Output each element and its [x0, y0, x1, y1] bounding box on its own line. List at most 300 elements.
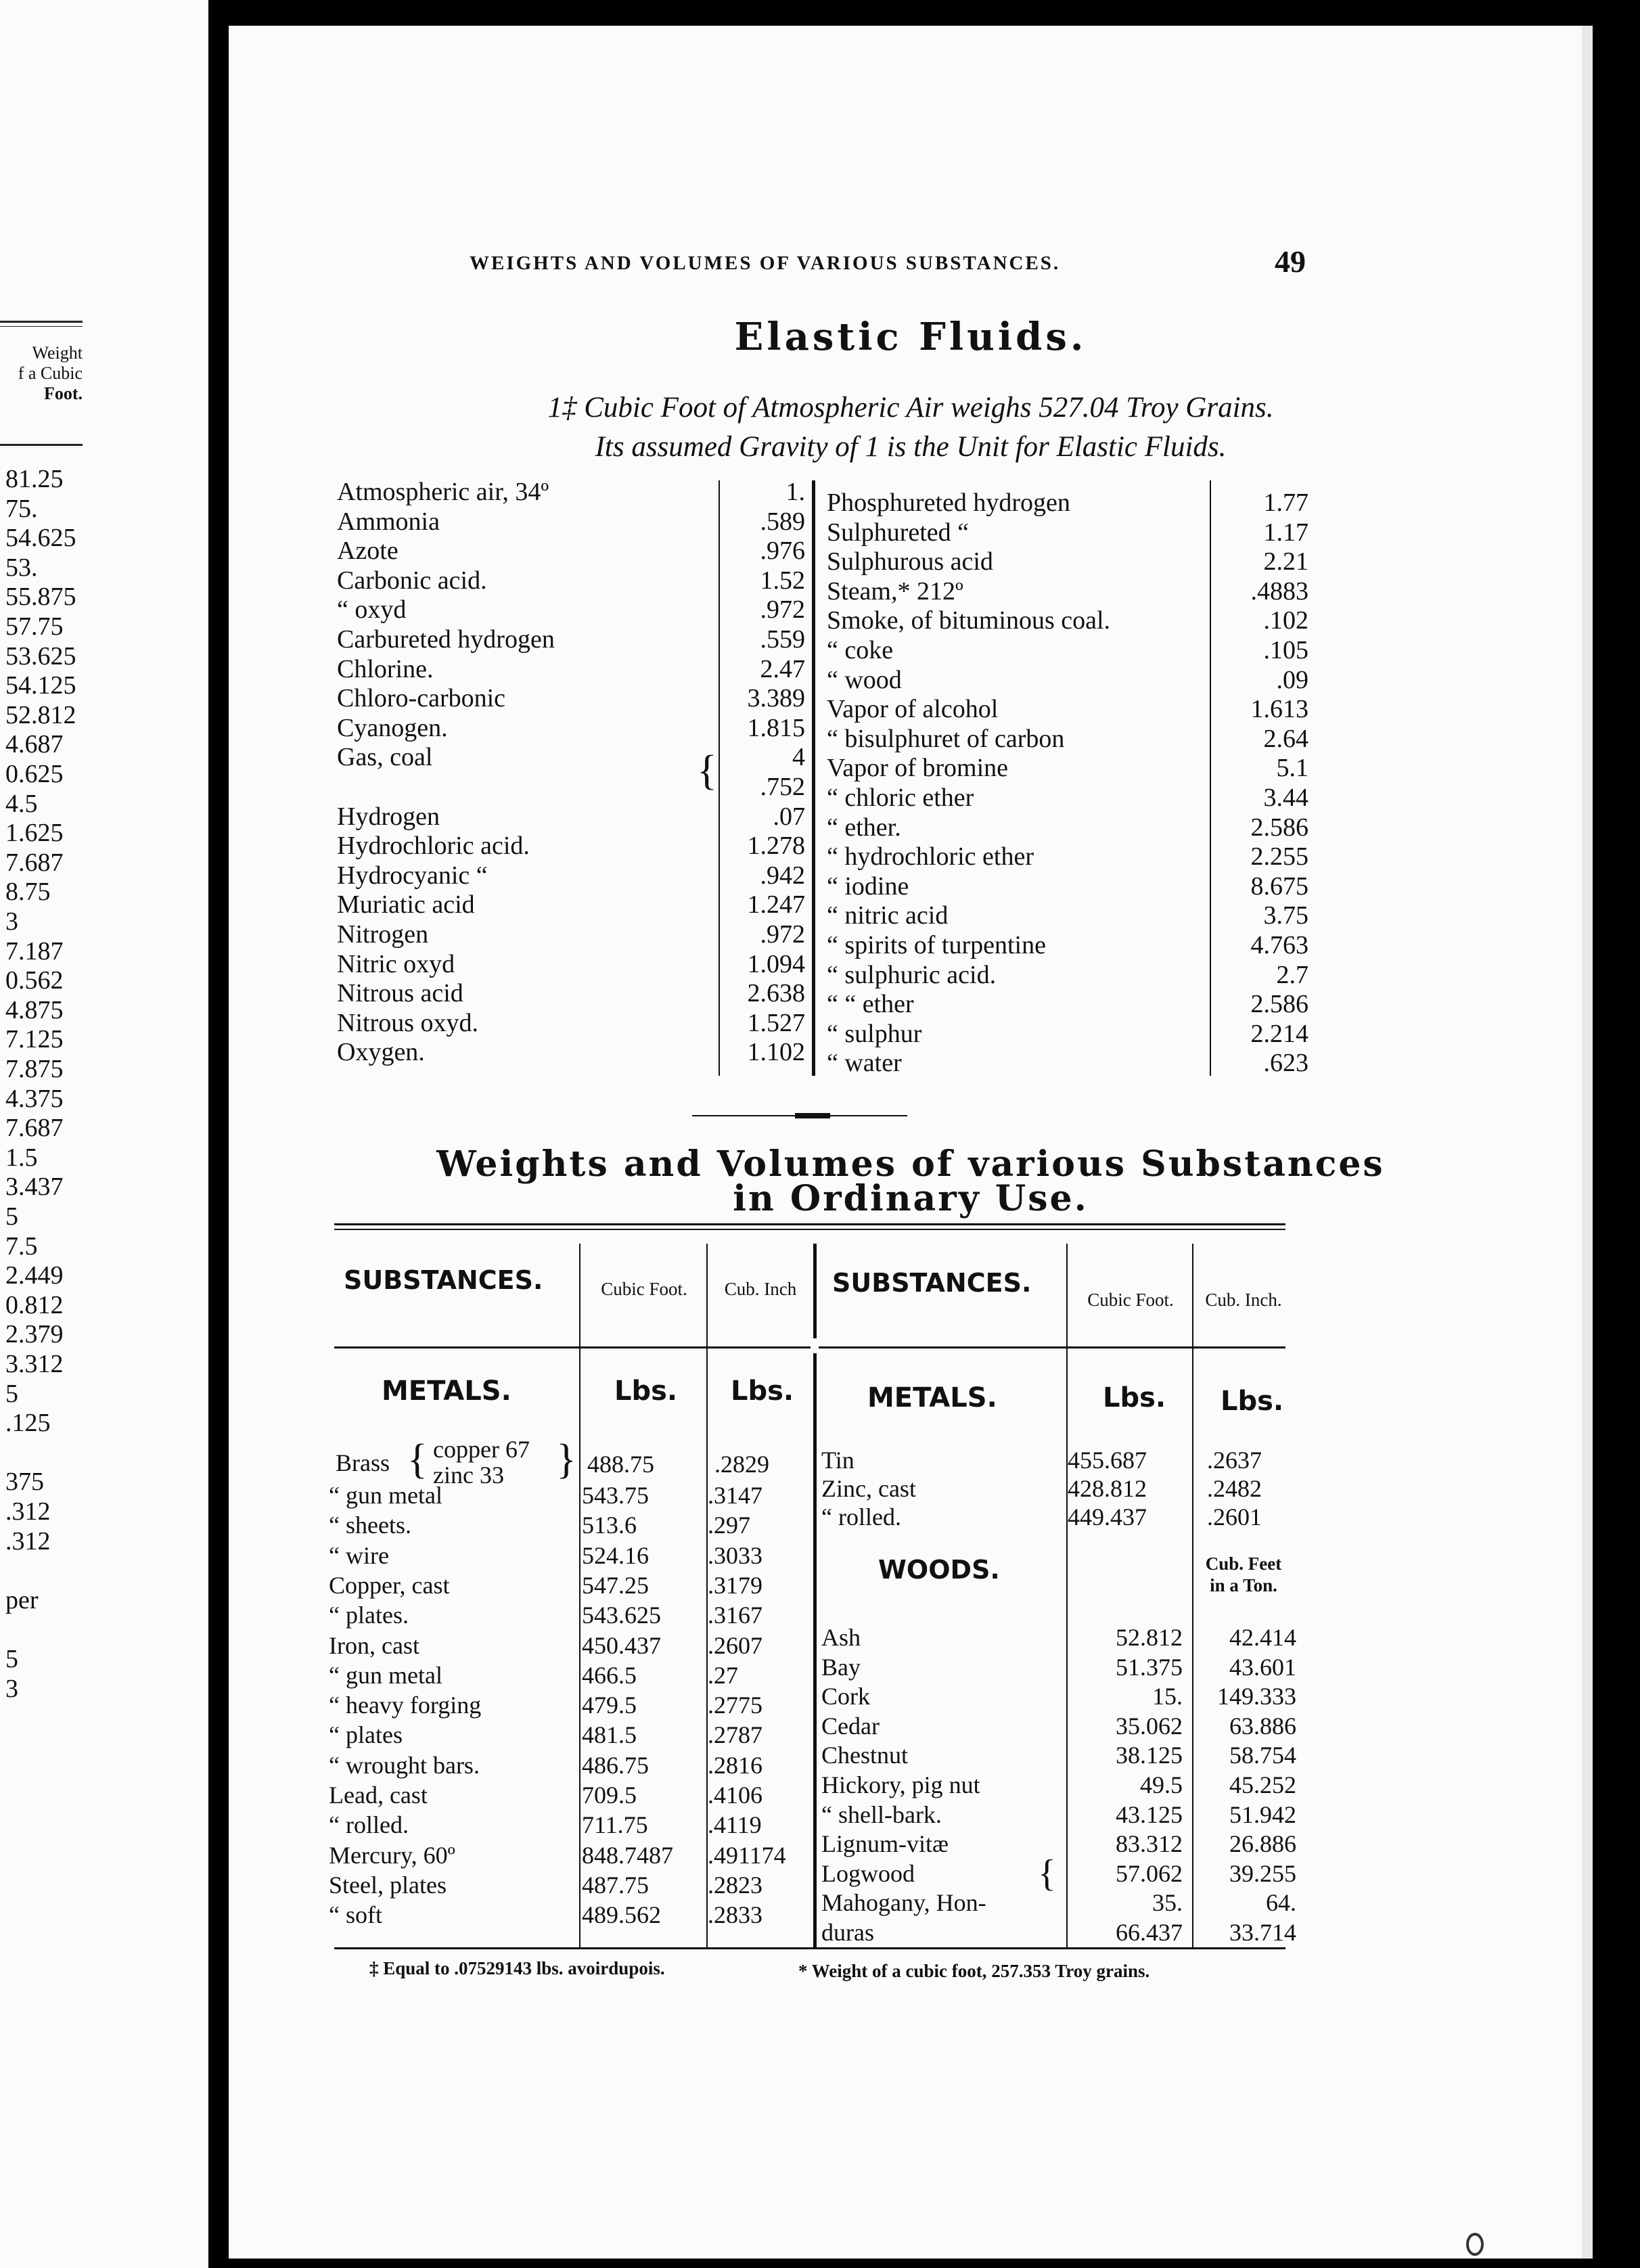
value: 7.187 — [5, 936, 64, 966]
gravity-value: .102 — [1263, 606, 1308, 635]
substance-name: Steel, plates — [329, 1871, 447, 1899]
elastic-subtitle: 1‡ Cubic Foot of Atmospheric Air weighs 527.04 Troy Grains. — [547, 392, 1274, 424]
cubic-feet-per-ton-value: 149.333 — [1217, 1683, 1296, 1710]
cubic-inch-value: .2601 — [1207, 1503, 1262, 1530]
value: 4.875 — [5, 995, 64, 1024]
column-rule — [719, 480, 720, 1076]
substance-name: Sulphureted “ — [827, 518, 970, 547]
substance-name: “ wire — [329, 1541, 389, 1569]
cubic-foot-value: 49.5 — [1140, 1771, 1183, 1798]
gravity-value: .4883 — [1250, 576, 1308, 606]
lbs-label: Lbs. — [1103, 1382, 1166, 1413]
substance-name: Oxygen. — [337, 1038, 425, 1067]
value: 3 — [5, 1674, 18, 1703]
substance-name: “ oxyd — [337, 595, 407, 625]
cubic-inch-value: .2607 — [708, 1631, 762, 1659]
table-row — [337, 625, 811, 654]
substance-name: “ soft — [329, 1901, 382, 1929]
gravity-value: 2.214 — [1250, 1019, 1308, 1048]
substance-name: Vapor of bromine — [827, 754, 1009, 783]
value: 54.625 — [5, 524, 76, 553]
table-row — [827, 695, 1571, 724]
gravity-value: 1.278 — [747, 832, 805, 861]
wood-name: Cork — [821, 1683, 870, 1710]
cubic-foot-value: 66.437 — [1116, 1919, 1183, 1946]
substance-name: “ rolled. — [329, 1811, 409, 1839]
cubic-feet-per-ton-value: 39.255 — [1229, 1859, 1296, 1887]
substance-name: “ chloric ether — [827, 784, 974, 812]
cubic-foot-value: 35. — [1152, 1889, 1183, 1917]
cubic-foot-value: 479.5 — [582, 1692, 637, 1719]
col-cubic-foot: Cubic Foot. — [601, 1279, 687, 1299]
cubic-foot-value: 51.375 — [1116, 1653, 1183, 1681]
substance-name: Gas, coal — [337, 743, 433, 772]
col-cubic-foot: Cubic Foot. — [1087, 1290, 1174, 1310]
cubic-feet-per-ton-value: 45.252 — [1229, 1771, 1296, 1798]
gravity-value: .752 — [760, 773, 805, 801]
gravity-value: .559 — [760, 625, 805, 654]
value: 7.687 — [5, 1114, 64, 1143]
substance-name: “ coke — [827, 636, 894, 664]
col-cub-inch: Cub. Inch. — [1205, 1290, 1282, 1310]
table-row — [827, 931, 1571, 960]
cubic-feet-per-ton-value: 58.754 — [1229, 1742, 1296, 1769]
cubic-feet-per-ton-value: 63.886 — [1229, 1712, 1296, 1740]
cubic-foot-value: 57.062 — [1116, 1859, 1183, 1887]
gravity-value: 2.586 — [1250, 990, 1308, 1019]
value: 4.687 — [5, 730, 64, 759]
table-row — [337, 478, 811, 507]
wood-name: Ash — [821, 1624, 861, 1651]
wood-name: Logwood — [821, 1859, 915, 1887]
column-header: Foot. — [43, 384, 83, 403]
table-rule — [334, 1229, 1285, 1230]
footnote: * Weight of a cubic foot, 257.353 Troy grains. — [798, 1961, 1150, 1981]
cubic-foot-value: 543.75 — [582, 1482, 649, 1509]
cubic-feet-per-ton-value: 26.886 — [1229, 1830, 1296, 1858]
cubic-foot-value: 709.5 — [582, 1782, 637, 1809]
gravity-value: 1.527 — [747, 1008, 805, 1037]
cubic-inch-value: .3147 — [708, 1482, 762, 1509]
brass-detail: copper 67 — [433, 1436, 530, 1463]
cubic-inch-value: .4119 — [708, 1811, 762, 1839]
gravity-value: 1.17 — [1263, 518, 1308, 547]
cubic-feet-per-ton-value: 33.714 — [1229, 1919, 1296, 1946]
value: .312 — [5, 1526, 51, 1556]
gravity-value: 1.102 — [747, 1038, 805, 1067]
table-row — [337, 566, 811, 595]
value: 7.687 — [5, 848, 64, 877]
gravity-value: 2.7 — [1276, 960, 1308, 989]
cubic-foot-value: 52.812 — [1116, 1624, 1183, 1651]
value: .125 — [5, 1409, 51, 1438]
header-rule — [0, 444, 83, 446]
substance-name: “ heavy forging — [329, 1692, 482, 1719]
cubic-inch-value: .27 — [708, 1661, 738, 1689]
table-rule — [334, 1346, 1285, 1348]
value: 7.875 — [5, 1055, 64, 1083]
substance-name: Hydrocyanic “ — [337, 861, 488, 890]
value: 7.125 — [5, 1025, 64, 1054]
substance-name: “ rolled. — [821, 1503, 901, 1530]
cubic-foot-value: 543.625 — [582, 1602, 661, 1629]
table-row — [337, 979, 811, 1008]
col-cub-inch: Cub. Inch — [724, 1279, 797, 1299]
table-row — [337, 950, 811, 979]
wood-name: Cedar — [821, 1712, 880, 1740]
gravity-value: 5.1 — [1276, 754, 1308, 783]
table-row — [337, 890, 811, 920]
gravity-value: 2.255 — [1250, 842, 1308, 871]
gravity-value: 2.47 — [760, 654, 805, 683]
column-header: Weight — [32, 343, 83, 363]
value: 0.562 — [5, 966, 64, 995]
brass-detail: zinc 33 — [433, 1461, 504, 1489]
gravity-value: .09 — [1276, 665, 1308, 694]
gravity-value: 1.247 — [747, 890, 805, 920]
table-row — [827, 990, 1571, 1019]
cubic-inch-value: .297 — [708, 1512, 750, 1539]
value: 375 — [5, 1468, 44, 1497]
gravity-value: 1.815 — [747, 713, 805, 742]
table-row — [827, 961, 1571, 990]
gravity-value: .105 — [1263, 636, 1308, 664]
cubic-foot-value: 38.125 — [1116, 1742, 1183, 1769]
gravity-value: 1. — [785, 478, 805, 506]
substance-name: “ bisulphuret of carbon — [827, 724, 1065, 753]
elastic-fluids-title: Elastic Fluids. — [734, 315, 1087, 359]
wood-name: “ shell-bark. — [821, 1800, 942, 1828]
cubic-foot-value: 481.5 — [582, 1721, 637, 1749]
running-title: WEIGHTS AND VOLUMES OF VARIOUS SUBSTANCES. — [470, 252, 1061, 274]
gravity-value: 1.613 — [1250, 695, 1308, 724]
gravity-value: 3.44 — [1263, 784, 1308, 812]
section-woods: WOODS. — [878, 1555, 1000, 1585]
value: 52.812 — [5, 700, 76, 729]
substance-name: “ ether. — [827, 813, 901, 842]
gravity-value: .942 — [760, 861, 805, 890]
substance-name: Tin — [821, 1447, 855, 1474]
cubic-feet-per-ton-value: 51.942 — [1229, 1800, 1296, 1828]
substance-name: “ sulphur — [827, 1019, 922, 1048]
table-rule — [334, 1947, 1285, 1949]
wood-name: Hickory, pig nut — [821, 1771, 980, 1798]
value: 2.379 — [5, 1320, 64, 1349]
cubic-inch-value: .2823 — [708, 1871, 762, 1899]
value: 75. — [5, 494, 38, 523]
page-edge — [1582, 26, 1593, 2259]
table-row — [337, 714, 811, 743]
cubic-foot-value: 711.75 — [582, 1811, 648, 1839]
column-rule — [1210, 480, 1211, 1076]
gravity-value: 4 — [792, 743, 805, 772]
cubic-foot-value: 524.16 — [582, 1541, 649, 1569]
substance-name: Chloro-carbonic — [337, 684, 506, 713]
substance-name: Smoke, of bituminous coal. — [827, 606, 1111, 635]
table-row — [827, 666, 1571, 695]
page-number: 49 — [1275, 244, 1306, 279]
table-row — [827, 606, 1571, 635]
cubic-foot-value: 488.75 — [587, 1451, 654, 1478]
gravity-value: 8.675 — [1250, 871, 1308, 901]
gravity-value: 1.77 — [1263, 489, 1308, 517]
gravity-value: .972 — [760, 595, 805, 625]
table-row — [337, 832, 811, 861]
gravity-value: 2.21 — [1263, 547, 1308, 576]
substance-name: “ gun metal — [329, 1661, 442, 1689]
cubic-foot-value: 450.437 — [582, 1631, 661, 1659]
wood-name: Chestnut — [821, 1742, 909, 1769]
substance-name: Phosphureted hydrogen — [827, 489, 1070, 517]
substance-name: Hydrogen — [337, 802, 440, 831]
brace: } — [556, 1436, 576, 1482]
value: 3.437 — [5, 1173, 64, 1202]
wood-name: duras — [821, 1919, 874, 1946]
table-row — [337, 861, 811, 890]
table-row — [827, 1049, 1571, 1078]
table-row — [827, 1020, 1571, 1049]
table-row — [827, 636, 1571, 665]
substance-name: Nitrous acid — [337, 979, 463, 1008]
cubic-foot-value: 848.7487 — [582, 1841, 673, 1869]
value: 0.625 — [5, 760, 64, 788]
column-rule — [1192, 1244, 1193, 1947]
value: 81.25 — [5, 465, 64, 493]
table-row — [827, 872, 1571, 901]
cubic-foot-value: 43.125 — [1116, 1800, 1183, 1828]
substance-name: Carbonic acid. — [337, 566, 487, 595]
header-rule — [0, 326, 83, 327]
table-row — [337, 655, 811, 684]
value: 5 — [5, 1202, 18, 1231]
value: 5 — [5, 1645, 18, 1673]
substance-name: Steam,* 212º — [827, 576, 963, 606]
table-row — [827, 489, 1571, 518]
value: 1.5 — [5, 1143, 38, 1172]
page-gutter — [208, 0, 229, 2268]
wood-name: Bay — [821, 1653, 861, 1681]
table-row — [337, 773, 811, 802]
value: 55.875 — [5, 583, 76, 612]
lbs-label: Lbs. — [1221, 1386, 1284, 1417]
substance-name: Cyanogen. — [337, 713, 448, 742]
footnote: ‡ Equal to .07529143 lbs. avoirdupois. — [369, 1958, 665, 1978]
cubic-foot-value: 489.562 — [582, 1901, 661, 1929]
value: 7.5 — [5, 1231, 38, 1261]
col-substances: SUBSTANCES. — [344, 1265, 543, 1295]
wood-name: Lignum-vitæ — [821, 1830, 949, 1858]
gravity-value: .07 — [773, 802, 805, 831]
weights-title: in Ordinary Use. — [733, 1178, 1089, 1219]
scan-mark — [1466, 2233, 1484, 2256]
substance-name: Azote — [337, 537, 398, 566]
section-metals: METALS. — [867, 1382, 997, 1413]
substance-name: Copper, cast — [329, 1571, 450, 1599]
cubic-foot-value: 83.312 — [1116, 1830, 1183, 1858]
substance-name: Vapor of alcohol — [827, 695, 999, 724]
elastic-subtitle: Its assumed Gravity of 1 is the Unit for Elastic Fluids. — [595, 431, 1227, 463]
substance-name: “ iodine — [827, 871, 909, 901]
cubic-feet-per-ton-value: 42.414 — [1229, 1624, 1296, 1651]
table-row — [337, 684, 811, 713]
substance-name: “ nitric acid — [827, 901, 949, 930]
table-row — [337, 507, 811, 537]
gravity-value: .589 — [760, 507, 805, 536]
value: per — [5, 1585, 39, 1614]
col-substances: SUBSTANCES. — [832, 1268, 1032, 1298]
gravity-value: 3.389 — [747, 684, 805, 713]
table-row — [337, 802, 811, 832]
cubic-inch-value: .2787 — [708, 1721, 762, 1749]
cubic-foot-value: 428.812 — [1068, 1475, 1147, 1502]
brass-name: Brass — [336, 1449, 390, 1476]
cubic-inch-value: .3033 — [708, 1541, 762, 1569]
substance-name: Carbureted hydrogen — [337, 625, 555, 654]
table-row — [827, 754, 1571, 783]
page — [229, 26, 1593, 2259]
substance-name: “ sheets. — [329, 1512, 411, 1539]
gravity-value: .976 — [760, 537, 805, 566]
cubic-feet-per-ton-value: 64. — [1266, 1889, 1296, 1917]
value: 3 — [5, 907, 18, 936]
cubic-foot-value: 513.6 — [582, 1512, 637, 1539]
table-rule — [334, 1223, 1285, 1225]
wood-name: Mahogany, Hon- — [821, 1889, 986, 1917]
table-row — [827, 518, 1571, 547]
lbs-label: Lbs. — [614, 1376, 678, 1407]
substance-name: “ wrought bars. — [329, 1751, 480, 1779]
substance-name: “ hydrochloric ether — [827, 842, 1034, 871]
cubic-foot-value: 487.75 — [582, 1871, 649, 1899]
column-rule — [812, 480, 815, 1076]
substance-name: “ plates — [329, 1721, 403, 1749]
rule-gap — [811, 1338, 819, 1353]
cubic-foot-value: 486.75 — [582, 1751, 649, 1779]
table-row — [827, 784, 1571, 813]
gravity-value: 2.638 — [747, 979, 805, 1008]
table-row — [827, 813, 1571, 842]
brace: { — [697, 748, 717, 794]
substance-name: “ “ ether — [827, 990, 914, 1019]
cubic-inch-value: .4106 — [708, 1782, 762, 1809]
substance-name: Iron, cast — [329, 1631, 419, 1659]
value: 57.75 — [5, 612, 64, 641]
gravity-value: 2.586 — [1250, 813, 1308, 842]
table-row — [827, 577, 1571, 606]
substance-name: Sulphurous acid — [827, 547, 993, 576]
cubic-inch-value: .491174 — [708, 1841, 786, 1869]
header-rule — [0, 321, 83, 323]
value: 53.625 — [5, 641, 76, 671]
weights-title: Weights and Volumes of various Substances — [436, 1143, 1385, 1185]
substance-name: Mercury, 60º — [329, 1841, 455, 1869]
cubic-inch-value: .2775 — [708, 1692, 762, 1719]
substance-name: Hydrochloric acid. — [337, 832, 530, 861]
brace: { — [407, 1436, 428, 1482]
substance-name: “ water — [827, 1049, 902, 1078]
cubic-inch-value: .2833 — [708, 1901, 762, 1929]
value: 8.75 — [5, 878, 51, 907]
section-divider — [795, 1113, 830, 1118]
lbs-label: Lbs. — [731, 1376, 794, 1407]
cubic-foot-value: 35.062 — [1116, 1712, 1183, 1740]
cubic-foot-value: 547.25 — [582, 1571, 649, 1599]
cubic-foot-value: 449.437 — [1068, 1503, 1147, 1530]
substance-name: Ammonia — [337, 507, 440, 536]
previous-page-fragment — [0, 0, 208, 2268]
table-row — [827, 842, 1571, 871]
gravity-value: .972 — [760, 920, 805, 949]
value: 0.812 — [5, 1290, 64, 1319]
cubic-foot-value: 455.687 — [1068, 1447, 1147, 1474]
gravity-value: 1.52 — [760, 566, 805, 595]
table-row — [827, 901, 1571, 930]
column-rule — [579, 1244, 580, 1947]
value: 2.449 — [5, 1261, 64, 1290]
substance-name: Chlorine. — [337, 654, 434, 683]
brace: { — [1038, 1853, 1056, 1895]
value: .312 — [5, 1497, 51, 1526]
substance-name: “ sulphuric acid. — [827, 960, 997, 989]
cubic-foot-value: 15. — [1152, 1683, 1183, 1710]
value: 54.125 — [5, 671, 76, 700]
substance-name: “ gun metal — [329, 1482, 442, 1509]
section-metals: METALS. — [382, 1376, 511, 1407]
substance-name: “ wood — [827, 665, 902, 694]
gravity-value: 4.763 — [1250, 931, 1308, 959]
column-header: f a Cubic — [18, 363, 83, 383]
substance-name: Nitrogen — [337, 920, 429, 949]
substance-name: Zinc, cast — [821, 1475, 916, 1502]
value: 4.5 — [5, 789, 38, 818]
gravity-value: .623 — [1263, 1049, 1308, 1078]
value: 3.312 — [5, 1350, 64, 1378]
cubic-inch-value: .3179 — [708, 1571, 762, 1599]
substance-name: Atmospheric air, 34º — [337, 478, 549, 506]
table-row — [337, 1038, 811, 1067]
table-row — [827, 725, 1571, 754]
substance-name: “ plates. — [329, 1602, 409, 1629]
cubic-inch-value: .2637 — [1207, 1447, 1262, 1474]
gravity-value: 3.75 — [1263, 901, 1308, 930]
cubic-inch-value: .2816 — [708, 1751, 762, 1779]
table-row — [827, 547, 1571, 576]
substance-name: “ spirits of turpentine — [827, 931, 1046, 959]
table-row — [337, 743, 811, 772]
substance-name: Nitric oxyd — [337, 949, 455, 978]
table-row — [337, 595, 811, 625]
gravity-value: 1.094 — [747, 949, 805, 978]
value: 1.625 — [5, 819, 64, 848]
cubic-inch-value: .2482 — [1207, 1475, 1262, 1502]
col-cub-feet: in a Ton. — [1210, 1575, 1277, 1595]
col-cub-feet: Cub. Feet — [1205, 1553, 1282, 1574]
table-row — [337, 1009, 811, 1038]
cubic-foot-value: 466.5 — [582, 1661, 637, 1689]
substance-name: Nitrous oxyd. — [337, 1008, 478, 1037]
cubic-inch-value: .2829 — [714, 1451, 769, 1478]
value: 4.375 — [5, 1084, 64, 1113]
cubic-inch-value: .3167 — [708, 1602, 762, 1629]
gravity-value: 2.64 — [1263, 724, 1308, 753]
cubic-feet-per-ton-value: 43.601 — [1229, 1653, 1296, 1681]
value: 53. — [5, 553, 38, 582]
table-row — [337, 537, 811, 566]
substance-name: Lead, cast — [329, 1782, 428, 1809]
substance-name: Muriatic acid — [337, 890, 475, 920]
value: 5 — [5, 1379, 18, 1408]
table-row — [337, 920, 811, 949]
